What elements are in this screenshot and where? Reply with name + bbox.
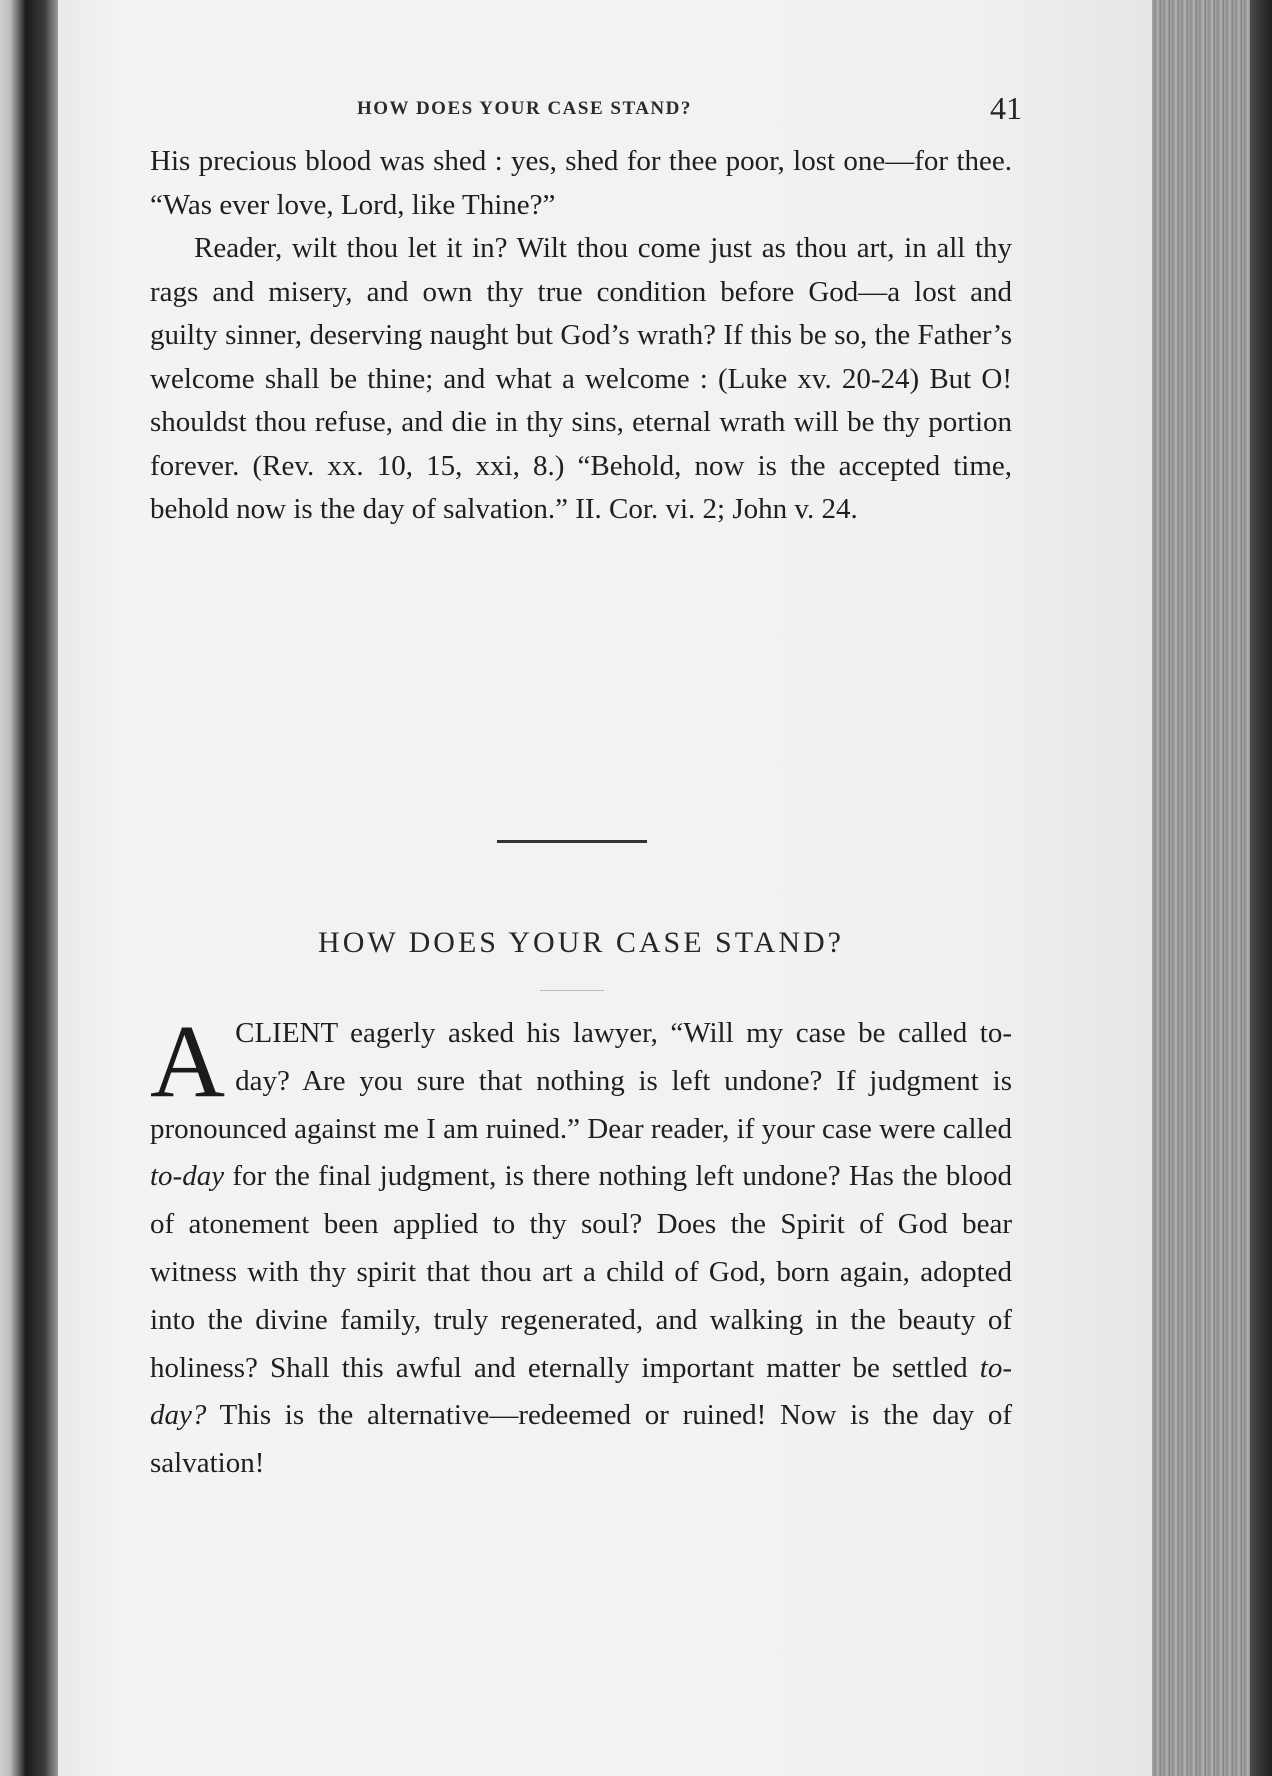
running-head: HOW DOES YOUR CASE STAND? <box>357 98 692 119</box>
page-edges <box>1152 0 1272 1776</box>
page-number: 41 <box>990 90 1022 126</box>
section-divider <box>497 840 647 843</box>
body-closing: This is the alternative—redeemed or ruined! Now is the day of salvation! <box>150 1399 1012 1480</box>
reader-paragraph: Reader, wilt thou let it in? Wilt thou come just as thou art, in all thy rags and misery, and own thy true condition before God—a lost and guilty sinner, deserving naught but God’s wrath? If this be so, the Father’s welcome shall be thine; and what a welcome : (Luke xv. 20-24) But O! shouldst thou refuse, and die in thy sins, eternal wrath will be thy portion forever. (Rev. xx. 10, 15, xxi, 8.) “Behold, now is the accepted time, behold now is the day of salvation.” II. Cor. vi. 2; John v. 24. <box>150 232 1012 525</box>
drop-cap: A <box>150 1004 226 1119</box>
body-middle: for the final judgment, is there nothing left undone? Has the blood of atonement been applied to thy soul? Does the Spirit of God bear witness with thy spirit that thou art a child of God, born again, adopted into the divine family, truly regenerated, and walking in the beauty of holiness? Shall this awful and eternally important matter be settled <box>150 1160 1012 1384</box>
book-binding-gutter <box>0 0 58 1776</box>
section-body <box>150 1004 1012 1488</box>
emphasis-today-question: to-day? <box>150 1351 1012 1432</box>
body-opening: CLIENT eagerly asked his lawyer, “Will my case be called to-day? Are you sure that nothing is left undone? If judgment is pronounced against me I am ruined.” Dear reader, if your case were called <box>150 1017 1012 1145</box>
continuation-paragraph: His precious blood was shed : yes, shed for thee poor, lost one—for thee. “Was ever love, Lord, like Thine?” <box>150 145 1012 221</box>
page-header <box>152 92 1022 132</box>
emphasis-today: to-day <box>150 1160 225 1193</box>
top-text-block <box>150 140 1012 532</box>
section-title: HOW DOES YOUR CASE STAND? <box>318 926 844 959</box>
title-underline <box>540 990 604 991</box>
